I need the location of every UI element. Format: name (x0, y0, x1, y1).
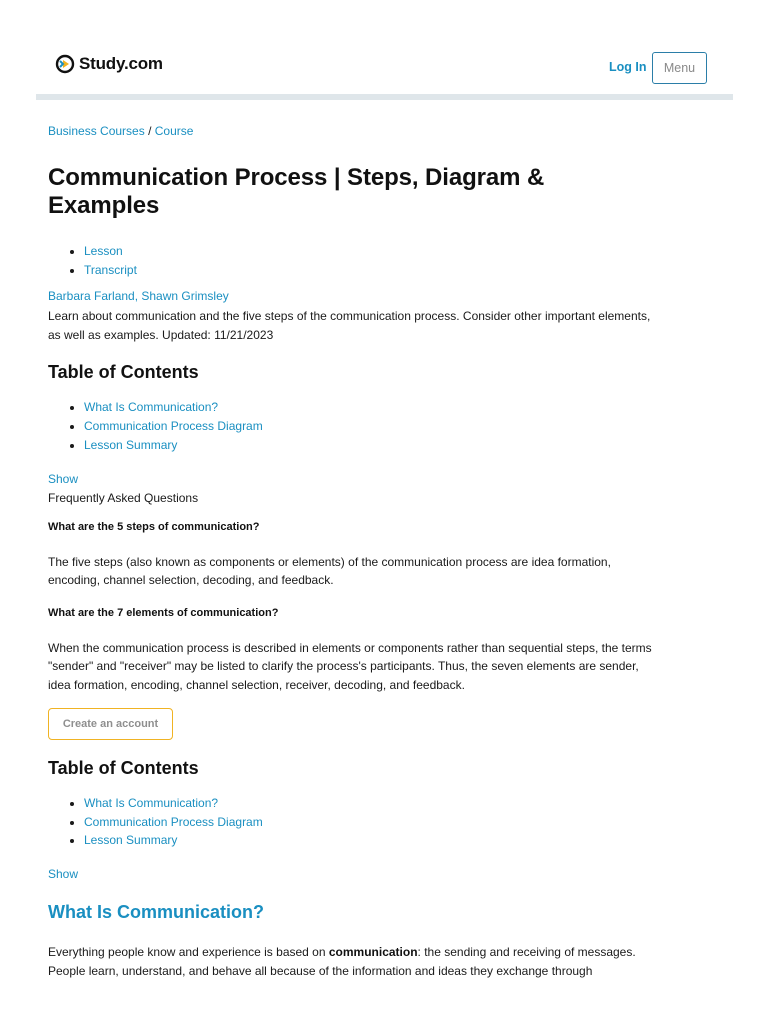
tab-lesson (70, 242, 658, 261)
authors (48, 288, 658, 304)
toc-link-lesson-summary[interactable]: Lesson Summary (84, 833, 178, 848)
page-title: Communication Process | Steps, Diagram & Examples (48, 164, 545, 219)
paragraph-text: : the sending and receiving of messages. People learn, understand, and behave all because of the information and ideas they exchange through (48, 945, 636, 978)
study-logo[interactable] (55, 54, 163, 74)
tab-transcript (70, 261, 658, 280)
faq-heading: Frequently Asked Questions (48, 490, 199, 505)
toc-link-lesson-summary[interactable]: Lesson Summary (84, 437, 178, 452)
toc-list (70, 398, 658, 454)
faq-question: What are the 5 steps of communication? (48, 520, 260, 533)
toc-link-what-is-communication[interactable]: What Is Communication? (84, 796, 219, 811)
toc-show-toggle[interactable]: Show (48, 867, 79, 882)
login-link[interactable]: Log In (609, 60, 647, 74)
lesson-tabs (70, 242, 658, 279)
create-account-button[interactable]: Create an account (48, 708, 173, 740)
toc-item (70, 436, 658, 455)
toc-show-toggle[interactable]: Show (48, 471, 79, 486)
toc-link-process-diagram[interactable]: Communication Process Diagram (84, 419, 263, 434)
faq-answer: The five steps (also known as components or elements) of the communication process are idea formation, encoding, channel selection, decoding, and feedback. (48, 554, 611, 588)
paragraph-text: Everything people know and experience is based on (48, 945, 329, 960)
section-heading: What Is Communication? (48, 902, 264, 923)
tab-transcript-link[interactable]: Transcript (84, 262, 137, 277)
site-header (36, 36, 733, 100)
bold-term: communication (328, 945, 418, 960)
toc-heading: Table of Contents (48, 362, 199, 383)
breadcrumb-separator: / (148, 124, 152, 138)
section-paragraph (48, 943, 658, 980)
lesson-summary-text: Learn about communication and the five steps of the communication process. Consider other important elements, as well as examples. Updated: 11/21/2023 (48, 309, 651, 343)
breadcrumb (48, 124, 658, 138)
breadcrumb-business-courses[interactable]: Business Courses (48, 124, 145, 138)
breadcrumb-course[interactable]: Course (154, 124, 194, 138)
authors-link[interactable]: Barbara Farland, Shawn Grimsley (48, 289, 229, 304)
tab-lesson-link[interactable]: Lesson (84, 244, 123, 258)
toc-heading: Table of Contents (48, 758, 199, 779)
toc-link-process-diagram[interactable]: Communication Process Diagram (84, 814, 263, 829)
play-logo-icon (55, 54, 75, 74)
toc-item (70, 831, 658, 850)
toc-list (70, 794, 658, 850)
logo-text: Study.com (79, 54, 163, 73)
toc-item (70, 417, 658, 436)
menu-button[interactable]: Menu (652, 52, 707, 84)
toc-link-what-is-communication[interactable]: What Is Communication? (84, 400, 219, 415)
faq-answer: When the communication process is described in elements or components rather than sequential steps, the terms "sender" and "receiver" may be listed to clarify the process's participants. Thus, the seven elements are sender, idea formation, encoding, channel selection, receiver, decoding, and feedback. (48, 640, 652, 692)
toc-item (70, 813, 658, 832)
main-content (48, 124, 658, 980)
toc-item (70, 398, 658, 417)
faq-question: What are the 7 elements of communication? (48, 606, 279, 619)
toc-item (70, 794, 658, 813)
